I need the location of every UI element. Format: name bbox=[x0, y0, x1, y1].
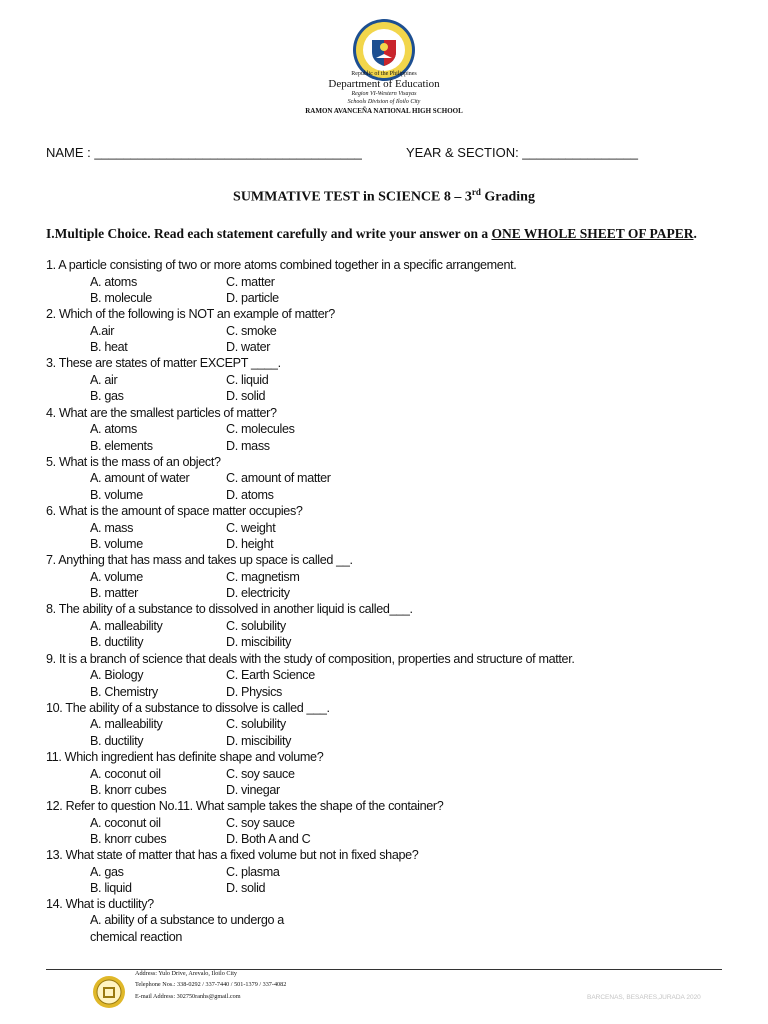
section-field-label: YEAR & SECTION: ________________ bbox=[406, 145, 638, 160]
q13-choice-b: B. liquid bbox=[90, 881, 132, 896]
footer-credit: BARCENAS, BESARES,JURADA 2020 bbox=[587, 994, 701, 1001]
question-12: 12. Refer to question No.11. What sample takes the shape of the container? bbox=[46, 799, 444, 814]
question-8: 8. The ability of a substance to dissolved in another liquid is called___. bbox=[46, 602, 413, 617]
q11-choice-d: D. vinegar bbox=[226, 783, 280, 797]
q3-choice-c: C. liquid bbox=[226, 372, 269, 387]
q12-choice-a: A. coconut oil bbox=[90, 815, 161, 830]
q7-choice-b: B. matter bbox=[90, 586, 138, 601]
q8-choice-c: C. solubility bbox=[226, 618, 286, 633]
q8-choice-b: B. ductility bbox=[90, 635, 144, 650]
q10-choice-c: C. solubility bbox=[226, 717, 286, 732]
q11-choice-c: C. soy sauce bbox=[226, 766, 295, 781]
q6-choice-d: D. height bbox=[226, 537, 274, 551]
q6-choice-b: B. volume bbox=[90, 537, 143, 551]
q11-choice-b: B. knorr cubes bbox=[90, 783, 167, 797]
question-10: 10. The ability of a substance to dissolve is called ___. bbox=[46, 700, 330, 715]
question-9: 9. It is a branch of science that deals with the study of composition, properties and structure of matter. bbox=[46, 651, 575, 666]
school-seal-icon bbox=[92, 975, 126, 1009]
q14-choice-a: A. ability of a substance to undergo a bbox=[90, 913, 284, 927]
q13-choice-a: A. gas bbox=[90, 864, 124, 879]
school-name: RAMON AVANCEÑA NATIONAL HIGH SCHOOL bbox=[305, 107, 463, 115]
q2-choice-a: A.air bbox=[90, 323, 115, 338]
q4-choice-c: C. molecules bbox=[226, 422, 295, 437]
q5-choice-d: D. atoms bbox=[226, 487, 274, 502]
question-5: 5. What is the mass of an object? bbox=[46, 454, 221, 469]
q4-choice-d: D. mass bbox=[226, 438, 270, 453]
page-title: SUMMATIVE TEST in SCIENCE 8 – 3rd Grading bbox=[233, 187, 535, 205]
question-4: 4. What are the smallest particles of matter? bbox=[46, 405, 277, 420]
q12-choice-c: C. soy sauce bbox=[226, 815, 295, 830]
q8-choice-a: A. malleability bbox=[90, 618, 163, 633]
q7-choice-c: C. magnetism bbox=[226, 569, 300, 584]
q1-choice-b: B. molecule bbox=[90, 291, 152, 305]
q9-choice-c: C. Earth Science bbox=[226, 668, 315, 683]
question-3: 3. These are states of matter EXCEPT ____. bbox=[46, 356, 281, 371]
question-11: 11. Which ingredient has definite shape and volume? bbox=[46, 750, 324, 764]
q3-choice-a: A. air bbox=[90, 372, 118, 387]
q6-choice-c: C. weight bbox=[226, 520, 276, 535]
q5-choice-a: A. amount of water bbox=[90, 471, 190, 486]
footer-address: Address: Yulo Drive, Arevalo, Iloilo City bbox=[135, 970, 238, 977]
q6-choice-a: A. mass bbox=[90, 520, 134, 535]
q3-choice-d: D. solid bbox=[226, 389, 266, 404]
q4-choice-a: A. atoms bbox=[90, 422, 137, 437]
q4-choice-b: B. elements bbox=[90, 438, 153, 453]
department-name: Department of Education bbox=[328, 78, 440, 90]
q1-choice-a: A. atoms bbox=[90, 274, 137, 289]
instructions: I.Multiple Choice. Read each statement carefully and write your answer on a ONE WHOLE SHEET OF PAPER. bbox=[46, 226, 697, 241]
footer-email: E-mail Address: 302750ranhs@gmail.com bbox=[135, 993, 241, 1000]
footer-telephone: Telephone Nos.: 338-0292 / 337-7440 / 501-1379 / 337-4082 bbox=[135, 981, 287, 988]
q10-choice-b: B. ductility bbox=[90, 733, 144, 748]
name-field-label: NAME : _____________________________________ bbox=[46, 145, 362, 160]
question-14: 14. What is ductility? bbox=[46, 897, 154, 911]
question-7: 7. Anything that has mass and takes up space is called __. bbox=[46, 553, 353, 568]
q10-choice-a: A. malleability bbox=[90, 717, 163, 732]
q12-choice-b: B. knorr cubes bbox=[90, 832, 167, 847]
q2-choice-c: C. smoke bbox=[226, 323, 277, 338]
q14-choice-a-cont: chemical reaction bbox=[90, 930, 183, 944]
question-1: 1. A particle consisting of two or more atoms combined together in a specific arrangement. bbox=[46, 258, 517, 272]
q2-choice-b: B. heat bbox=[90, 340, 128, 355]
q9-choice-d: D. Physics bbox=[226, 684, 282, 699]
q13-choice-d: D. solid bbox=[226, 881, 266, 896]
q11-choice-a: A. coconut oil bbox=[90, 766, 161, 781]
republic-text: Republic of the Philippines bbox=[351, 71, 417, 77]
q12-choice-d: D. Both A and C bbox=[226, 832, 311, 847]
question-13: 13. What state of matter that has a fixed volume but not in fixed shape? bbox=[46, 848, 419, 863]
q9-choice-a: A. Biology bbox=[90, 668, 144, 683]
question-2: 2. Which of the following is NOT an example of matter? bbox=[46, 307, 335, 322]
question-6: 6. What is the amount of space matter occupies? bbox=[46, 504, 303, 518]
q3-choice-b: B. gas bbox=[90, 389, 124, 404]
q7-choice-d: D. electricity bbox=[226, 586, 290, 601]
instructions-emphasis: ONE WHOLE SHEET OF PAPER bbox=[491, 226, 694, 241]
q8-choice-d: D. miscibility bbox=[226, 635, 292, 650]
q7-choice-a: A. volume bbox=[90, 569, 143, 584]
q1-choice-d: D. particle bbox=[226, 291, 279, 305]
q5-choice-b: B. volume bbox=[90, 487, 143, 502]
q13-choice-c: C. plasma bbox=[226, 864, 280, 879]
q10-choice-d: D. miscibility bbox=[226, 733, 292, 748]
region-text: Region VI-Western Visayas bbox=[351, 91, 417, 97]
q1-choice-c: C. matter bbox=[226, 274, 275, 289]
q9-choice-b: B. Chemistry bbox=[90, 684, 158, 699]
q2-choice-d: D. water bbox=[226, 340, 271, 355]
q5-choice-c: C. amount of matter bbox=[226, 471, 331, 486]
division-text: Schools Division of Iloilo City bbox=[347, 99, 421, 105]
